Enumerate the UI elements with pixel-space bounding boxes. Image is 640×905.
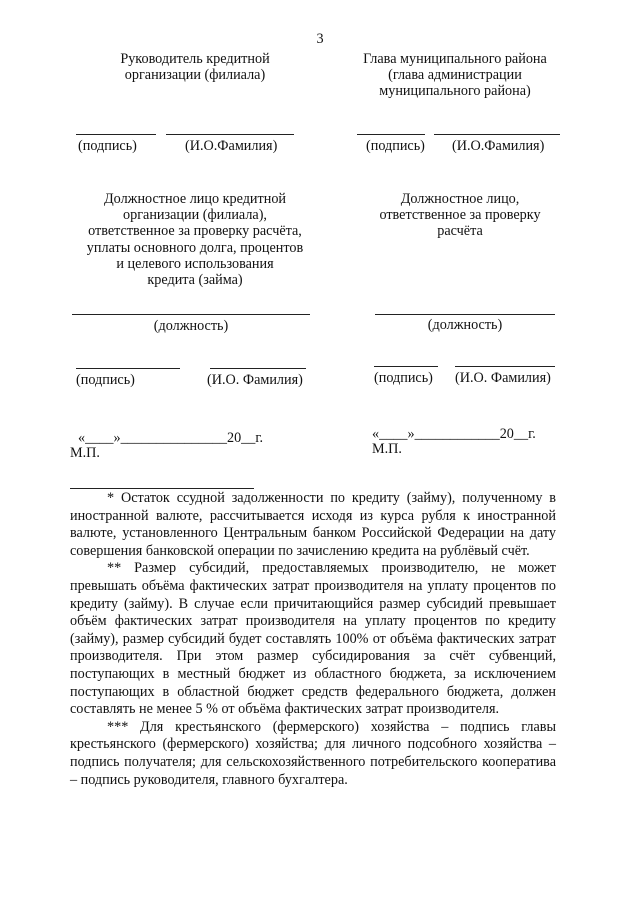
left-official-title-line: организации (филиала),: [123, 207, 267, 224]
right-name-caption-2: (И.О. Фамилия): [455, 370, 551, 386]
left-name-caption: (И.О.Фамилия): [185, 138, 278, 154]
left-stamp-label: М.П.: [70, 445, 100, 461]
right-stamp-label: М.П.: [372, 441, 402, 457]
right-signature-caption-2: (подпись): [374, 370, 433, 386]
right-signature-line: [357, 134, 425, 135]
left-official-title: [60, 191, 330, 288]
left-signature-caption: (подпись): [78, 138, 137, 154]
left-name-line-2: [210, 368, 306, 369]
left-official-title-line: Должностное лицо кредитной: [104, 191, 286, 207]
left-signature-line-2: [76, 368, 180, 369]
left-date-field: «____»_______________20__г.: [78, 430, 264, 446]
left-name-caption-2: (И.О. Фамилия): [207, 372, 303, 388]
right-official-title-line: расчёта: [437, 223, 483, 240]
footnote-3: *** Для крестьянского (фермерского) хозяйства – подпись главы крестьянского (фермерского) хозяйства; для личного подсобного хозяйства – подпись получателя; для сельскохозяйственного потребительского кооператива – подпись руководителя, главного бухгалтера.: [70, 718, 556, 788]
right-head-title-line: (глава администрации: [388, 67, 522, 84]
left-position-line: [72, 314, 310, 315]
footnote-2: ** Размер субсидий, предоставляемых производителю, не может превышать объёма фактических затрат производителя на уплату процентов по кредиту (займу). В случае если причитающийся размер субсидий превышает объём фактических затрат производителя на уплату процентов по кредиту (займу), размер субсидий будет составлять 100% от объёма фактических затрат производителя. При этом размер субсидирования за счёт субвенций, поступающих в местный бюджет из областного бюджета, за исключением поступающих в областной бюджет средств федерального бюджета, должен составлять не менее 5 % от объёма фактических затрат производителя.: [70, 560, 556, 718]
right-name-caption: (И.О.Фамилия): [452, 138, 545, 154]
right-signature-caption: (подпись): [366, 138, 425, 154]
right-head-title: [340, 51, 570, 100]
left-name-line: [166, 134, 294, 135]
left-position-caption: (должность): [153, 318, 229, 334]
right-official-title-line: ответственное за проверку: [379, 207, 541, 224]
right-position-caption: (должность): [427, 317, 503, 333]
right-date-field: «____»____________20__г.: [372, 426, 536, 442]
right-official-title: [340, 191, 580, 240]
left-head-title-line: Руководитель кредитной: [120, 51, 270, 67]
right-name-line: [434, 134, 560, 135]
page-number: 3: [316, 31, 324, 47]
right-name-line-2: [455, 366, 555, 367]
left-official-title-line: уплаты основного долга, процентов: [86, 239, 304, 256]
left-signature-line: [76, 134, 156, 135]
footnote-1: * Остаток ссудной задолженности по кредиту (займу), полученному в иностранной валюте, рассчитывается исходя из курса рубля к иностранной валюте, установленного Центральным банком Российской Федерации на дату совершения банковской операции по зачислению кредита на рублёвый счёт.: [70, 490, 556, 559]
right-position-line: [375, 314, 555, 315]
left-official-title-line: и целевого использования: [116, 255, 274, 272]
left-head-title: [80, 51, 310, 83]
left-head-title-line: организации (филиала): [124, 67, 266, 84]
right-head-title-line: Глава муниципального района: [363, 51, 547, 67]
left-official-title-line: ответственное за проверку расчёта,: [88, 223, 302, 240]
right-signature-line-2: [374, 366, 438, 367]
footnote-separator: [70, 488, 254, 489]
footnotes: [70, 490, 556, 789]
right-official-title-line: Должностное лицо,: [400, 191, 520, 207]
right-head-title-line: муниципального района): [379, 83, 531, 100]
left-signature-caption-2: (подпись): [76, 372, 135, 388]
left-official-title-line: кредита (займа): [147, 272, 243, 289]
